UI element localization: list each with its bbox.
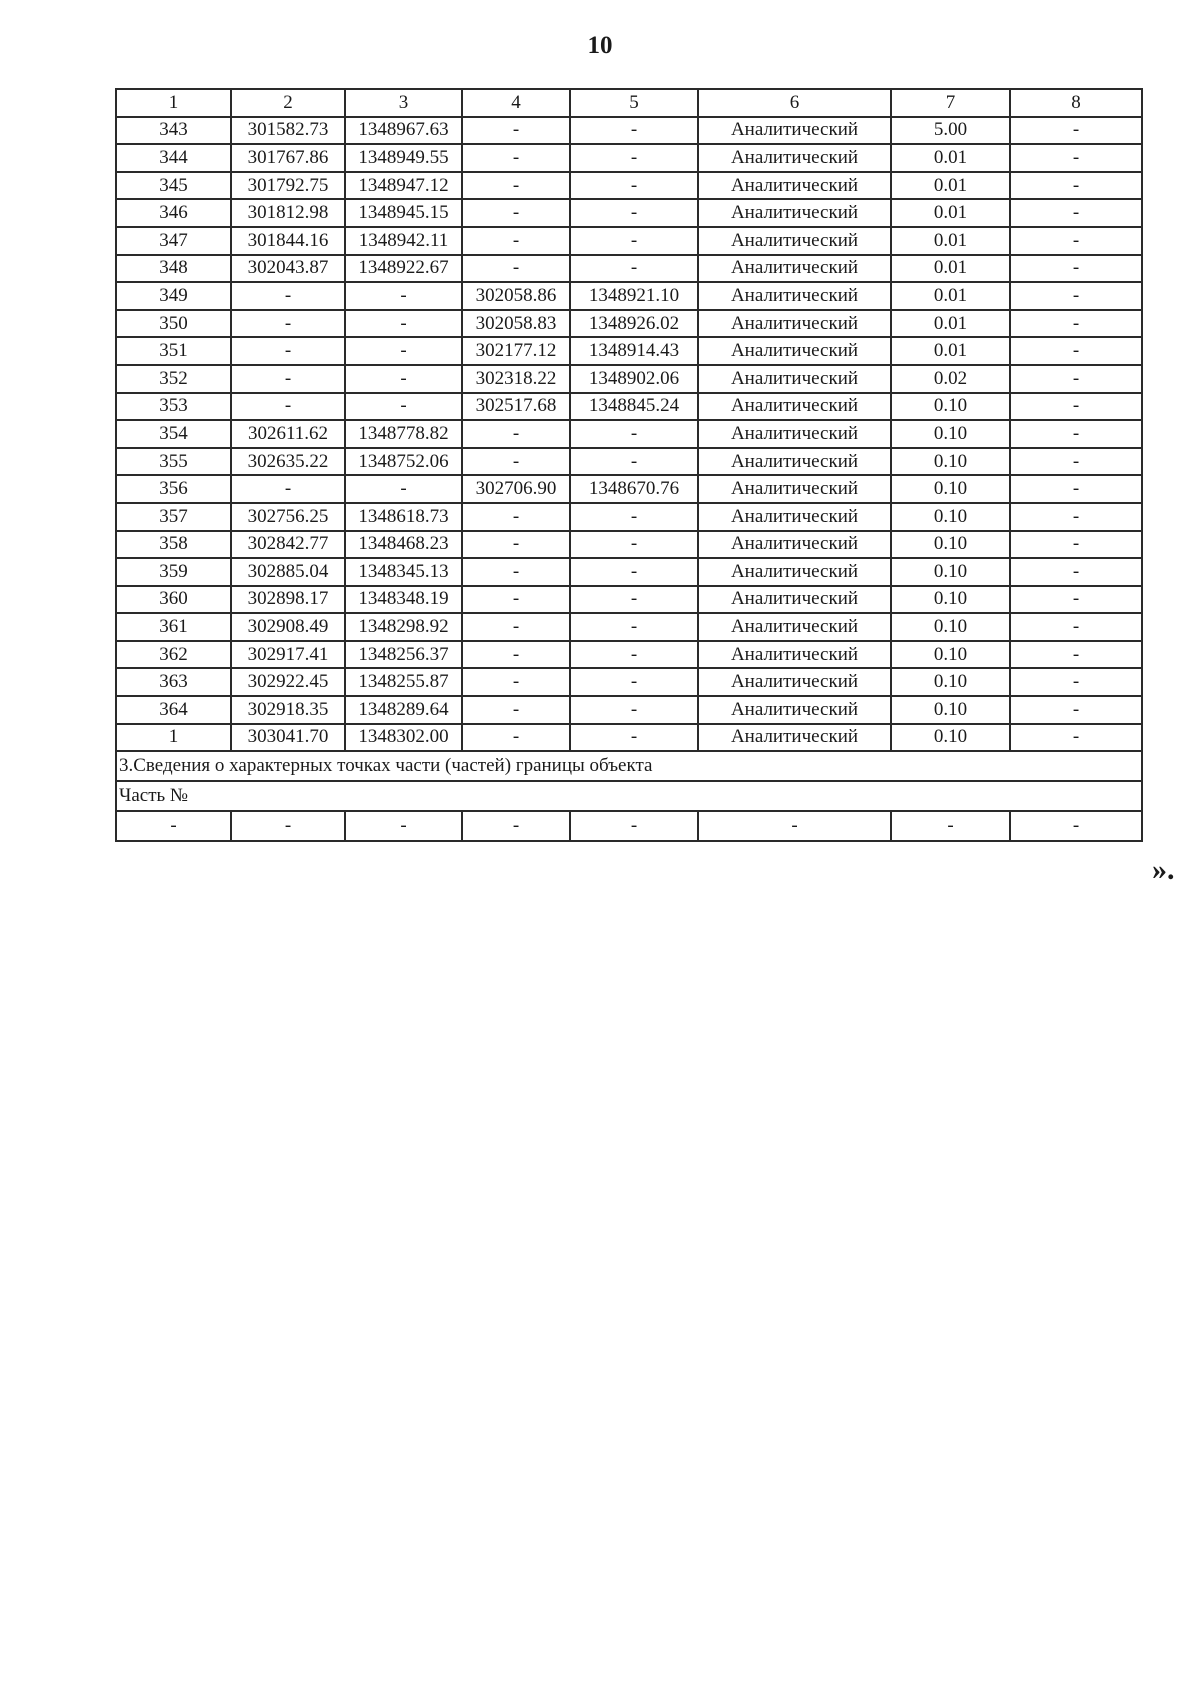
table-cell: 1348914.43 [570,337,698,365]
table-cell: Аналитический [698,172,891,200]
table-cell: - [1010,503,1142,531]
table-cell: 364 [116,696,231,724]
table-row [116,586,1142,614]
table-cell: 353 [116,393,231,421]
table-cell: Аналитический [698,144,891,172]
table-cell: - [1010,337,1142,365]
table-row [116,448,1142,476]
table-cell: - [1010,420,1142,448]
table-cell: 1348902.06 [570,365,698,393]
table-cell: - [1010,282,1142,310]
table-cell: 302917.41 [231,641,345,669]
table-cell: - [570,668,698,696]
table-cell: 350 [116,310,231,338]
section-title-row [116,751,1142,781]
table-row [116,724,1142,752]
table-cell: - [345,811,462,841]
header-cell: 7 [891,89,1010,117]
table-cell: Аналитический [698,310,891,338]
table-cell: - [462,531,570,559]
table-cell: 302058.86 [462,282,570,310]
table-cell: - [1010,172,1142,200]
table-cell: - [116,811,231,841]
table-cell: 302043.87 [231,255,345,283]
table-cell: - [462,199,570,227]
table-cell: 301844.16 [231,227,345,255]
table-cell: - [1010,558,1142,586]
table-cell: 1348618.73 [345,503,462,531]
table-row [116,668,1142,696]
table-cell: - [1010,365,1142,393]
table-cell: - [570,172,698,200]
table-row [116,420,1142,448]
table-cell: 363 [116,668,231,696]
table-cell: 302756.25 [231,503,345,531]
table-cell: 0.10 [891,696,1010,724]
table-cell: 302885.04 [231,558,345,586]
table-cell: - [462,668,570,696]
table-row [116,337,1142,365]
table-cell: - [462,144,570,172]
table-cell: - [1010,811,1142,841]
table-cell: - [1010,227,1142,255]
table-cell: - [570,144,698,172]
table-cell: 1348670.76 [570,475,698,503]
table-cell: Аналитический [698,475,891,503]
table-row [116,475,1142,503]
header-cell: 6 [698,89,891,117]
table-cell: - [1010,310,1142,338]
table-cell: 1 [116,724,231,752]
table-cell: 1348348.19 [345,586,462,614]
table-cell: - [570,586,698,614]
table-cell: - [1010,696,1142,724]
table-row [116,641,1142,669]
table-cell: - [570,724,698,752]
table-cell: 0.10 [891,503,1010,531]
table-cell: - [891,811,1010,841]
table-cell: 302517.68 [462,393,570,421]
table-cell: 5.00 [891,117,1010,145]
table-row [116,255,1142,283]
table-cell: 355 [116,448,231,476]
table-cell: - [462,420,570,448]
table-cell: - [462,586,570,614]
table-cell: Аналитический [698,393,891,421]
table-cell: - [462,613,570,641]
table-row [116,365,1142,393]
table-row [116,613,1142,641]
table-cell: Аналитический [698,668,891,696]
closing-quote-mark: ». [1152,853,1175,886]
table-cell: - [1010,641,1142,669]
table-body [116,89,1142,841]
table-cell: 349 [116,282,231,310]
table-cell: - [345,282,462,310]
table-cell: 356 [116,475,231,503]
table-cell: - [1010,199,1142,227]
page-number: 10 [587,32,613,59]
coordinates-table [115,88,1143,842]
table-cell: - [345,365,462,393]
table-cell: Аналитический [698,531,891,559]
table-cell: Аналитический [698,724,891,752]
table-cell: - [231,282,345,310]
table-cell: Аналитический [698,558,891,586]
table-row [116,117,1142,145]
table-cell: 302058.83 [462,310,570,338]
table-cell: - [231,365,345,393]
table-cell: 301767.86 [231,144,345,172]
table-cell: 1348945.15 [345,199,462,227]
header-cell: 5 [570,89,698,117]
table-cell: - [231,337,345,365]
table-cell: - [570,558,698,586]
table-cell: - [1010,475,1142,503]
table-cell: - [1010,668,1142,696]
table-cell: 0.10 [891,558,1010,586]
table-cell: Аналитический [698,282,891,310]
table-cell: 302922.45 [231,668,345,696]
table-cell: 344 [116,144,231,172]
table-cell: 351 [116,337,231,365]
table-row [116,503,1142,531]
table-cell: - [698,811,891,841]
table-cell: 302611.62 [231,420,345,448]
table-row [116,310,1142,338]
header-cell: 4 [462,89,570,117]
table-cell: 1348949.55 [345,144,462,172]
table-cell: 348 [116,255,231,283]
table-cell: 0.10 [891,448,1010,476]
table-cell: 0.10 [891,724,1010,752]
table-cell: - [570,227,698,255]
table-cell: 0.02 [891,365,1010,393]
table-cell: - [462,696,570,724]
table-cell: - [345,393,462,421]
table-cell: 0.01 [891,310,1010,338]
table-cell: 301812.98 [231,199,345,227]
table-cell: 1348752.06 [345,448,462,476]
table-cell: - [570,696,698,724]
table-cell: 1348778.82 [345,420,462,448]
table-cell: Аналитический [698,503,891,531]
header-cell: 2 [231,89,345,117]
table-cell: - [570,811,698,841]
table-cell: 1348942.11 [345,227,462,255]
table-cell: - [1010,144,1142,172]
table-cell: - [1010,531,1142,559]
table-cell: 361 [116,613,231,641]
header-cell: 3 [345,89,462,117]
table-cell: Аналитический [698,117,891,145]
table-cell: - [345,475,462,503]
table-cell: Аналитический [698,255,891,283]
table-cell: - [231,475,345,503]
table-cell: 358 [116,531,231,559]
table-cell: 1348926.02 [570,310,698,338]
table-cell: - [1010,613,1142,641]
table-row [116,282,1142,310]
table-cell: - [231,393,345,421]
table-cell: 362 [116,641,231,669]
table-cell: Аналитический [698,337,891,365]
table-cell: 0.01 [891,227,1010,255]
part-label-row [116,781,1142,811]
table-cell: - [462,558,570,586]
table-header-row [116,89,1142,117]
empty-part-row [116,811,1142,841]
table-cell: - [462,227,570,255]
table-cell: 0.01 [891,282,1010,310]
table-cell: - [1010,448,1142,476]
table-cell: 301582.73 [231,117,345,145]
table-cell: 0.01 [891,337,1010,365]
table-cell: 354 [116,420,231,448]
table-cell: 302842.77 [231,531,345,559]
table-cell: 346 [116,199,231,227]
table-cell: Аналитический [698,448,891,476]
table-cell: 1348302.00 [345,724,462,752]
table-cell: 1348289.64 [345,696,462,724]
table-cell: - [231,310,345,338]
table-cell: 1348298.92 [345,613,462,641]
table-cell: 1348256.37 [345,641,462,669]
table-cell: 0.01 [891,144,1010,172]
table-cell: 1348922.67 [345,255,462,283]
table-cell: 301792.75 [231,172,345,200]
table-row [116,558,1142,586]
table-cell: 1348468.23 [345,531,462,559]
table-cell: 0.10 [891,531,1010,559]
table-cell: 302908.49 [231,613,345,641]
table-cell: 302898.17 [231,586,345,614]
table-cell: - [345,337,462,365]
table-cell: - [1010,393,1142,421]
table-cell: - [570,199,698,227]
table-cell: - [1010,724,1142,752]
table-cell: 302635.22 [231,448,345,476]
table-row [116,172,1142,200]
table-row [116,696,1142,724]
table-cell: - [462,724,570,752]
table-cell: 0.01 [891,172,1010,200]
table-cell: - [570,255,698,283]
table-cell: - [462,811,570,841]
table-cell: 0.10 [891,641,1010,669]
table-cell: 347 [116,227,231,255]
header-cell: 8 [1010,89,1142,117]
table-cell: 360 [116,586,231,614]
table-cell: 1348921.10 [570,282,698,310]
table-cell: 0.01 [891,255,1010,283]
table-cell: Аналитический [698,365,891,393]
table-cell: 303041.70 [231,724,345,752]
table-cell: - [570,503,698,531]
table-cell: Аналитический [698,199,891,227]
table-cell: 1348967.63 [345,117,462,145]
table-row [116,227,1142,255]
table-row [116,144,1142,172]
table-cell: 302177.12 [462,337,570,365]
table-cell: Аналитический [698,641,891,669]
table-cell: - [462,448,570,476]
table-cell: 0.10 [891,475,1010,503]
table-cell: Аналитический [698,696,891,724]
table-cell: - [570,420,698,448]
table-cell: 0.10 [891,668,1010,696]
table-cell: Аналитический [698,227,891,255]
table-cell: 357 [116,503,231,531]
table-cell: 0.10 [891,586,1010,614]
table-cell: - [570,448,698,476]
table-row [116,199,1142,227]
table-cell: - [462,172,570,200]
table-cell: - [570,613,698,641]
table-cell: Аналитический [698,586,891,614]
table-cell: 0.01 [891,199,1010,227]
table-cell: - [1010,586,1142,614]
header-cell: 1 [116,89,231,117]
table-cell: - [462,503,570,531]
table-cell: 345 [116,172,231,200]
table-cell: - [570,641,698,669]
table-cell: 352 [116,365,231,393]
table-cell: 302918.35 [231,696,345,724]
table-cell: - [462,255,570,283]
table-row [116,531,1142,559]
table-cell: 1348255.87 [345,668,462,696]
table-cell: 343 [116,117,231,145]
table-cell: 0.10 [891,420,1010,448]
table-cell: - [570,117,698,145]
table-cell: 302318.22 [462,365,570,393]
part-label: Часть № [116,781,1142,811]
table-cell: 0.10 [891,393,1010,421]
table-cell: Аналитический [698,613,891,641]
section-title: 3.Сведения о характерных точках части (частей) границы объекта [116,751,1142,781]
table-row [116,393,1142,421]
table-cell: - [1010,117,1142,145]
table-cell: - [462,641,570,669]
table-cell: Аналитический [698,420,891,448]
table-cell: - [231,811,345,841]
table-cell: - [570,531,698,559]
table-cell: 302706.90 [462,475,570,503]
table-cell: 1348845.24 [570,393,698,421]
table-cell: - [1010,255,1142,283]
table-cell: 359 [116,558,231,586]
table-cell: - [462,117,570,145]
table-cell: 0.10 [891,613,1010,641]
table-cell: 1348947.12 [345,172,462,200]
table-cell: - [345,310,462,338]
table-cell: 1348345.13 [345,558,462,586]
